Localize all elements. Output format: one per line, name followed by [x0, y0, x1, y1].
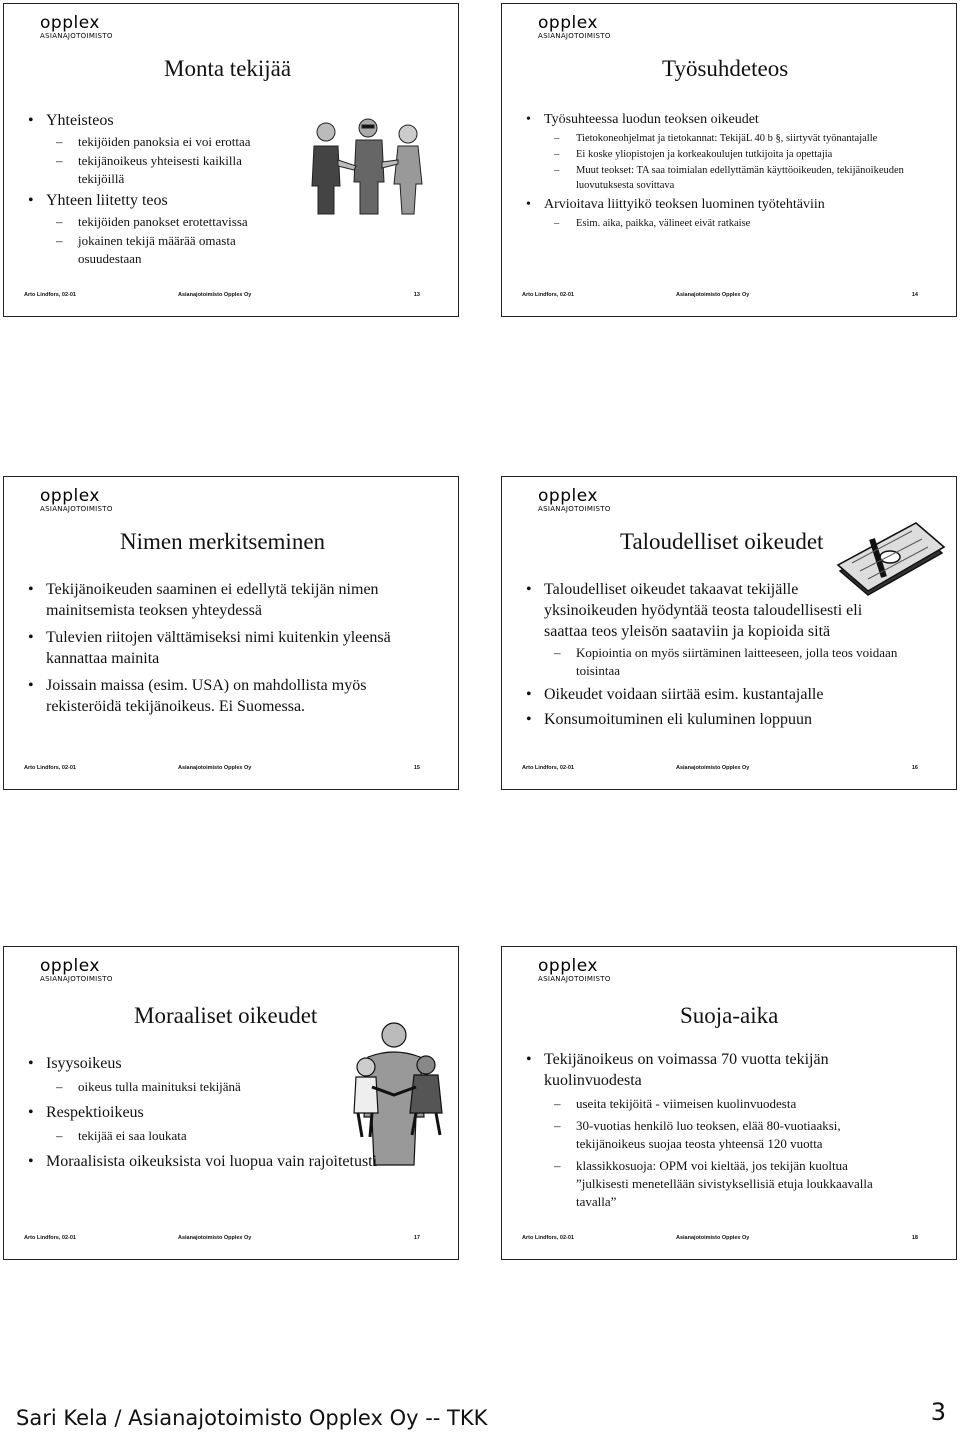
- logo-subtitle: ASIANAJOTOIMISTO: [40, 505, 113, 513]
- slide-body: [26, 577, 444, 719]
- page-number: 3: [930, 1398, 946, 1426]
- bullet-item: • Tekijänoikeus on voimassa 70 vuotta tekijän kuolinvuodesta: [524, 1049, 942, 1091]
- footer-author: Arto Lindfors, 02-01: [24, 292, 76, 298]
- slide-body: [524, 108, 942, 232]
- logo-word: opplex: [538, 13, 598, 33]
- logo-word: opplex: [40, 13, 100, 33]
- logo-subtitle: ASIANAJOTOIMISTO: [538, 975, 611, 983]
- sub-bullet-item: – klassikkosuoja: OPM voi kieltää, jos tekijän kuoltua ”julkisesti menetellään sivistyksellisiä etuja loukkaavalla tavalla”: [524, 1157, 942, 1211]
- slide-number: 13: [413, 292, 420, 298]
- slide-title: Työsuhdeteos: [662, 56, 789, 81]
- sub-bullet-item: – oikeus tulla mainituksi tekijänä: [26, 1078, 448, 1096]
- bullet-item: • Yhteen liitetty teos: [26, 190, 288, 211]
- slide-number: 16: [911, 765, 918, 771]
- footer-author: Arto Lindfors, 02-01: [522, 292, 574, 298]
- sub-bullet-item: – 30-vuotias henkilö luo teoksen, elää 80-vuotiaaksi, tekijänoikeus suojaa teosta yhteensä 120 vuotta: [524, 1117, 942, 1153]
- slide-body: [26, 108, 288, 269]
- sub-bullet-item: – jokainen tekijä määrää omasta osuudestaan: [26, 232, 288, 268]
- slide-number: 18: [911, 1235, 918, 1241]
- bullet-item: • Työsuhteessa luodun teoksen oikeudet: [524, 110, 942, 129]
- slide-17: [3, 946, 459, 1260]
- slide-number: 17: [413, 1235, 420, 1241]
- footer-company: Asianajotoimisto Opplex Oy: [178, 1235, 252, 1241]
- sub-bullet-item: – Esim. aika, paikka, välineet eivät ratkaise: [524, 216, 942, 231]
- slide-16: [501, 476, 957, 790]
- footer-company: Asianajotoimisto Opplex Oy: [676, 292, 750, 298]
- slide-title: Taloudelliset oikeudet: [620, 529, 824, 554]
- slide-14: [501, 3, 957, 317]
- bullet-item: • Konsumoituminen eli kuluminen loppuun: [524, 709, 942, 730]
- slide-footer: [24, 292, 420, 304]
- logo-word: opplex: [40, 956, 100, 976]
- bullet-item: • Moraalisista oikeuksista voi luopua vain rajoitetusti: [26, 1151, 448, 1172]
- slide-number: 15: [413, 765, 420, 771]
- slide-body: [524, 1047, 942, 1212]
- bullet-item: • Arvioitava liittyikö teoksen luominen työtehtäviin: [524, 195, 942, 214]
- logo-subtitle: ASIANAJOTOIMISTO: [538, 32, 611, 40]
- opplex-logo: [538, 14, 611, 41]
- sub-bullet-item: – tekijää ei saa loukata: [26, 1127, 448, 1145]
- slide-footer: [24, 1235, 420, 1247]
- bullet-item: • Tulevien riitojen välttämiseksi nimi kuitenkin yleensä kannattaa mainita: [26, 627, 444, 669]
- sub-bullet-item: – tekijänoikeus yhteisesti kaikilla tekijöillä: [26, 152, 288, 188]
- sub-bullet-item: – tekijöiden panokset erotettavissa: [26, 213, 288, 231]
- slide-title: Moraaliset oikeudet: [134, 1003, 318, 1028]
- logo-subtitle: ASIANAJOTOIMISTO: [538, 505, 611, 513]
- opplex-logo: [40, 14, 113, 41]
- slide-title: Suoja-aika: [680, 1003, 779, 1028]
- footer-author: Arto Lindfors, 02-01: [522, 765, 574, 771]
- opplex-logo: [40, 957, 113, 984]
- bullet-item: • Isyysoikeus: [26, 1053, 448, 1074]
- bullet-item: • Yhteisteos: [26, 110, 288, 131]
- logo-subtitle: ASIANAJOTOIMISTO: [40, 975, 113, 983]
- footer-author: Arto Lindfors, 02-01: [24, 765, 76, 771]
- slide-title: Nimen merkitseminen: [120, 529, 326, 554]
- slide-body: [524, 577, 942, 732]
- footer-company: Asianajotoimisto Opplex Oy: [178, 765, 252, 771]
- bullet-item: • Oikeudet voidaan siirtää esim. kustantajalle: [524, 684, 942, 705]
- slide-18: [501, 946, 957, 1260]
- footer-company: Asianajotoimisto Opplex Oy: [178, 292, 252, 298]
- sub-bullet-item: – Muut teokset: TA saa toimialan edellyttämän käyttöoikeuden, tekijänoikeuden luovutuksesta sovittava: [524, 163, 942, 193]
- sub-bullet-item: – Kopiointia on myös siirtäminen laitteeseen, jolla teos voidaan toisintaa: [524, 644, 942, 680]
- bullet-item: • Taloudelliset oikeudet takaavat tekijälle yksinoikeuden hyödyntää teosta taloudellisesti eli saattaa teos yleisön saataviin ja kopioida sitä: [524, 579, 942, 642]
- opplex-logo: [40, 487, 113, 514]
- slide-number: 14: [911, 292, 918, 298]
- slide-footer: [522, 765, 918, 777]
- sub-bullet-item: – useita tekijöitä - viimeisen kuolinvuodesta: [524, 1095, 942, 1113]
- slide-15: [3, 476, 459, 790]
- logo-subtitle: ASIANAJOTOIMISTO: [40, 32, 113, 40]
- footer-company: Asianajotoimisto Opplex Oy: [676, 1235, 750, 1241]
- bullet-item: • Respektioikeus: [26, 1102, 448, 1123]
- logo-word: opplex: [40, 486, 100, 506]
- bullet-item: • Joissain maissa (esim. USA) on mahdollista myös rekisteröidä tekijänoikeus. Ei Suomessa.: [26, 675, 444, 717]
- slide-footer: [522, 1235, 918, 1247]
- slide-footer: [522, 292, 918, 304]
- sub-bullet-item: – tekijöiden panoksia ei voi erottaa: [26, 133, 288, 151]
- people-handshake-illustration: [304, 116, 434, 216]
- slide-title: Monta tekijää: [164, 56, 292, 81]
- footer-company: Asianajotoimisto Opplex Oy: [676, 765, 750, 771]
- opplex-logo: [538, 487, 611, 514]
- bullet-item: • Tekijänoikeuden saaminen ei edellytä tekijän nimen mainitsemista teoksen yhteydessä: [26, 579, 444, 621]
- sub-bullet-item: – Ei koske yliopistojen ja korkeakoulujen tutkijoita ja opettajia: [524, 147, 942, 162]
- slide-body: [26, 1051, 448, 1174]
- logo-word: opplex: [538, 486, 598, 506]
- slide-footer: [24, 765, 420, 777]
- footer-author: Arto Lindfors, 02-01: [522, 1235, 574, 1241]
- logo-word: opplex: [538, 956, 598, 976]
- footer-author: Arto Lindfors, 02-01: [24, 1235, 76, 1241]
- sub-bullet-item: – Tietokoneohjelmat ja tietokannat: TekijäL 40 b §, siirtyvät työnantajalle: [524, 131, 942, 146]
- opplex-logo: [538, 957, 611, 984]
- slide-13: [3, 3, 459, 317]
- page-footer-title: Sari Kela / Asianajotoimisto Opplex Oy -- TKK: [16, 1406, 488, 1430]
